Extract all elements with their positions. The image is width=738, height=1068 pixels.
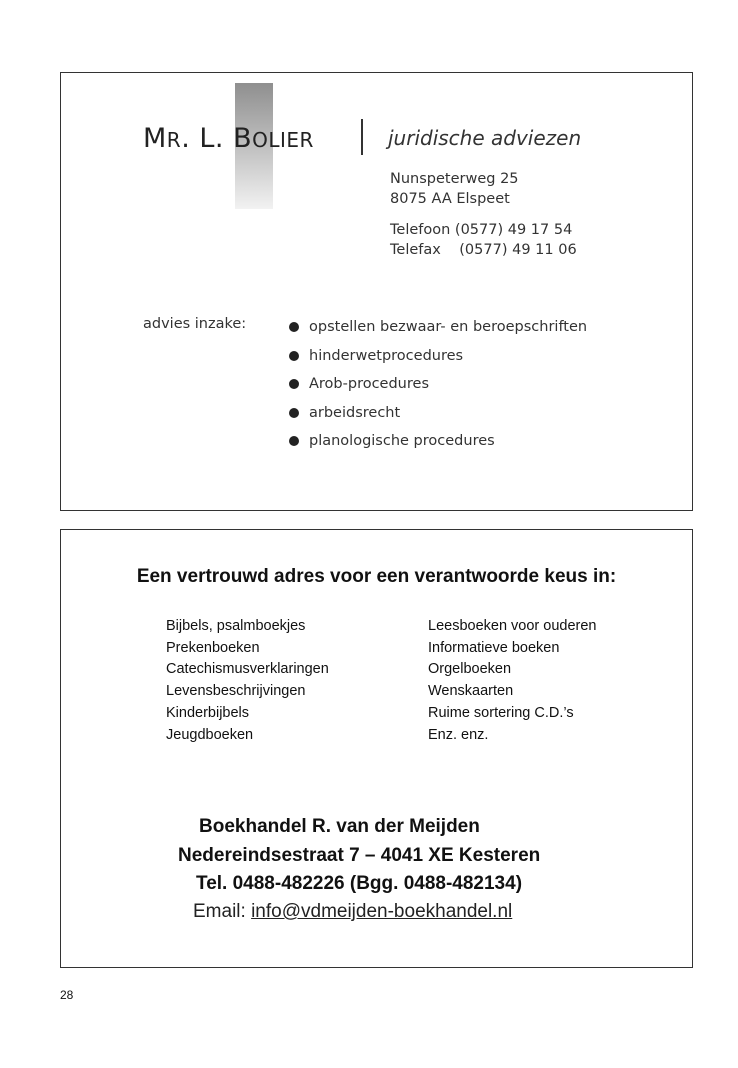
list-item: Catechismusverklaringen (166, 661, 329, 678)
list-item: Leesboeken voor ouderen (428, 618, 597, 634)
list-item: Bijbels, psalmboekjes (166, 618, 306, 634)
list-item: Jeugdboeken (166, 726, 254, 743)
list-item: Ruime sortering C.D.’s (428, 704, 574, 721)
address-line-1: Nunspeterweg 25 (390, 171, 519, 187)
company-name: MR. L. BOLIER (143, 123, 314, 154)
shop-street: Nedereindsestraat 7 – 4041 XE Kesteren (178, 845, 541, 866)
list-item: Levensbeschrijvingen (166, 683, 306, 700)
bullet-icon (289, 436, 299, 446)
email-link[interactable]: info@vdmeijden-boekhandel.nl (251, 901, 513, 922)
bolier-advertisement (60, 72, 693, 511)
list-item: Informatieve boeken (428, 639, 560, 656)
list-item: Orgelboeken (428, 661, 512, 678)
list-item: Enz. enz. (428, 726, 489, 743)
right-item-list (428, 616, 597, 746)
page-number: 28 (60, 988, 74, 1002)
fax-line: Telefax (0577) 49 11 06 (390, 242, 577, 258)
bookshop-advertisement (60, 529, 693, 968)
list-item: Prekenboeken (166, 639, 260, 656)
address-line-2: 8075 AA Elspeet (390, 191, 510, 207)
bullet-icon (289, 351, 299, 361)
list-item: Wenskaarten (428, 683, 514, 700)
bullet-icon (289, 408, 299, 418)
phone-line: Telefoon (0577) 49 17 54 (390, 222, 573, 238)
shop-name: Boekhandel R. van der Meijden (199, 816, 480, 837)
email-label: Email: (193, 901, 252, 922)
service-item: planologische procedures (289, 431, 679, 451)
list-item: Kinderbijbels (166, 704, 250, 721)
advice-label: advies inzake: (143, 316, 247, 332)
bullet-icon (289, 379, 299, 389)
bullet-icon (289, 322, 299, 332)
service-item: arbeidsrecht (289, 403, 679, 423)
tagline: juridische adviezen (388, 126, 582, 150)
shop-phone: Tel. 0488-482226 (Bgg. 0488-482134) (196, 873, 523, 894)
service-item: Arob-procedures (289, 374, 679, 394)
name-divider (361, 119, 363, 155)
service-item: hinderwetprocedures (289, 346, 679, 366)
headline: Een vertrouwd adres voor een verantwoorde keus in: (136, 566, 617, 587)
left-item-list (166, 616, 329, 746)
shop-email (193, 901, 512, 923)
service-item: opstellen bezwaar- en beroepschriften (289, 317, 679, 337)
